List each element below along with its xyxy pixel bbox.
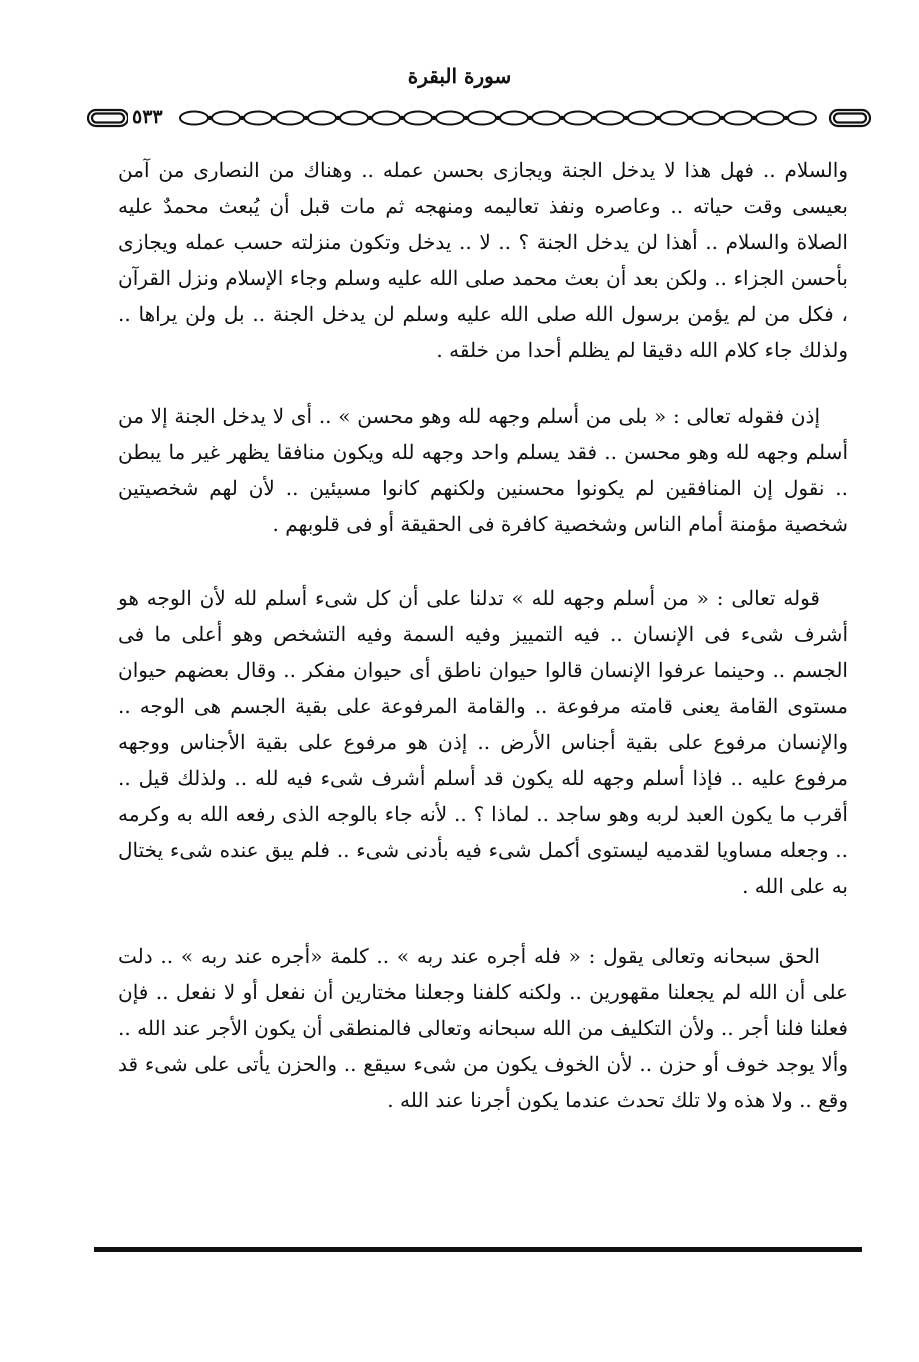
- paragraph: الحق سبحانه وتعالى يقول : « فله أجره عند ربه » .. كلمة «أجره عند ربه » .. دلت على أن الله لم يجعلنا مقهورين .. ولكنه كلفنا وجعلنا مختارين أن نفعل أو لا نفعل .. فإن فعلنا فلنا أجر .. ولأن التكليف من الله سبحانه وتعالى فالمنطقى أن يكون الأجر عند الله .. وألا يوجد خوف أو حزن .. لأن الخوف يكون من شىء سيقع .. والحزن يأتى على شىء قد وقع .. ولا هذه ولا تلك تحدث عندما يكون أجرنا عند الله .: [118, 944, 848, 1112]
- ornamental-border: [86, 104, 872, 132]
- paragraph: والسلام .. فهل هذا لا يدخل الجنة ويجازى بحسن عمله .. وهناك من النصارى من آمن بعيسى وقت حياته .. وعاصره ونفذ تعاليمه ومنهجه ثم مات قبل أن يُبعث محمدٌ عليه الصلاة والسلام .. أهذا لن يدخل الجنة ؟ .. لا .. يدخل وتكون منزلته حسب عمله ويجازى بأحسن الجزاء .. ولكن بعد أن بعث محمد صلى الله عليه وسلم وجاء الإسلام ونزل القرآن ، فكل من لم يؤمن برسول الله صلى الله عليه وسلم لن يدخل الجنة .. بل ولن يراها .. ولذلك جاء كلام الله دقيقا لم يظلم أحدا من خلقه .: [118, 158, 848, 362]
- footer-rule: [94, 1247, 862, 1252]
- paragraph: إذن فقوله تعالى : « بلى من أسلم وجهه لله وهو محسن » .. أى لا يدخل الجنة إلا من أسلم وجهه لله وهو محسن .. فقد يسلم واحد وجهه لله ويكون منافقا يظهر غير ما يبطن .. نقول إن المنافقين لم يكونوا محسنين ولكنهم كانوا مسيئين .. لأن لهم شخصيتين شخصية مؤمنة أمام الناس وشخصية كافرة فى الحقيقة أو فى قلوبهم .: [118, 404, 848, 536]
- page-number: ٥٣٣: [128, 106, 167, 128]
- page-body: [118, 152, 848, 1118]
- paragraph: قوله تعالى : « من أسلم وجهه لله » تدلنا على أن كل شىء أسلم لله لأن الوجه هو أشرف شىء فى الإنسان .. فيه التمييز وفيه السمة وفيه التشخص وهو أعلى ما فى الجسم .. وحينما عرفوا الإنسان قالوا حيوان ناطق أى حيوان مفكر .. وقال بعضهم حيوان مستوى القامة يعنى قامته مرفوعة .. والقامة المرفوعة على بقية الجسم هى الوجه .. والإنسان مرفوع على بقية أجناس الأرض .. إذن هو مرفوع على بقية الأجناس ووجهه مرفوع عليه .. فإذا أسلم وجهه لله يكون قد أسلم أشرف شىء فيه لله .. ولذلك قيل .. أقرب ما يكون العبد لربه وهو ساجد .. لماذا ؟ .. لأنه جاء بالوجه الذى رفعه الله به وكرمه .. وجعله مساويا لقدميه ليستوى أكمل شىء فيه بأدنى شىء .. فلم يبق عنده شىء يختال به على الله .: [118, 586, 848, 898]
- page-header: [0, 60, 919, 140]
- surah-title: سورة البقرة: [407, 64, 512, 88]
